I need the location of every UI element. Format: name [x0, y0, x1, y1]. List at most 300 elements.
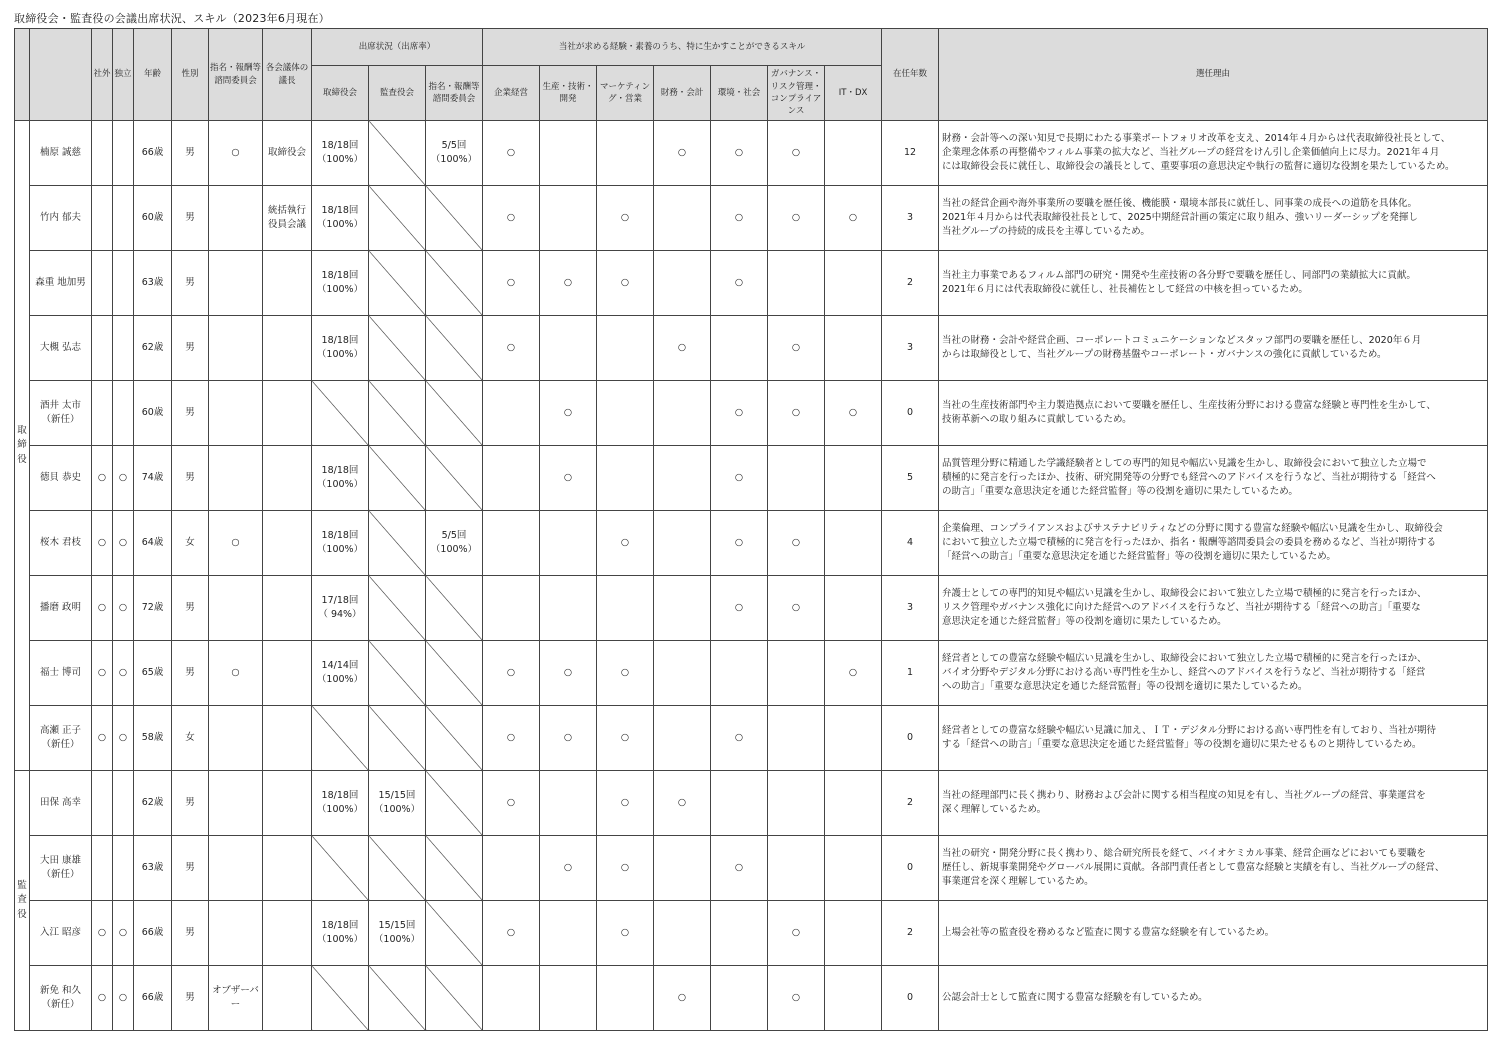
- skill-mark: ○: [540, 836, 597, 901]
- person-name: [30, 121, 92, 186]
- age-cell: 66歳: [134, 901, 172, 966]
- attendance-att-board: [312, 446, 369, 511]
- independent-mark: ○: [113, 576, 134, 641]
- independent-mark: [113, 836, 134, 901]
- reason-text: [939, 186, 1488, 251]
- reason-text-line: 技術革新への取り組みに貢献しているため。: [942, 414, 1132, 425]
- skill-mark: ○: [825, 186, 882, 251]
- independent-mark: [113, 381, 134, 446]
- person-name-text: 大田 康雄: [39, 854, 82, 866]
- reason-text-line: 当社の財務・会計や経営企画、コーポレートコミュニケーションなどスタッフ部門の要職を歴任し、2020年６月: [942, 334, 1422, 346]
- skill-mark: [768, 836, 825, 901]
- chair-cell: [263, 446, 312, 511]
- attendance-att-board-line: （100%）: [316, 284, 364, 295]
- skill-mark: ○: [768, 381, 825, 446]
- page-title: 取締役会・監査役の会議出席状況、スキル（2023年6月現在）: [14, 12, 330, 25]
- independent-mark: [113, 771, 134, 836]
- person-name-text: 桜木 君枝: [39, 536, 82, 548]
- table-row: [15, 511, 1488, 576]
- person-name-text: 酒井 太市: [39, 399, 82, 411]
- skill-mark: [711, 966, 768, 1031]
- skill-mark: ○: [483, 901, 540, 966]
- skill-mark: [483, 381, 540, 446]
- attendance-not-applicable: [426, 706, 483, 771]
- skill-mark: [597, 446, 654, 511]
- header-att-audit: 監査役会: [369, 66, 426, 121]
- skill-mark: [825, 511, 882, 576]
- attendance-att-board-line: （100%）: [316, 219, 364, 230]
- skill-mark: [540, 511, 597, 576]
- reason-text-line: リスク管理やガバナンス強化に向けた経営へのアドバイスを行うなど、当社が期待する「経営への助言」「重要な: [942, 601, 1421, 613]
- skill-mark: [597, 316, 654, 381]
- attendance-att-board-line: 18/18回: [321, 789, 359, 801]
- skill-mark: ○: [768, 511, 825, 576]
- skill-mark: ○: [540, 706, 597, 771]
- tenure-cell: 12: [882, 121, 939, 186]
- skill-mark: [825, 901, 882, 966]
- attendance-not-applicable: [426, 836, 483, 901]
- independent-mark: ○: [113, 641, 134, 706]
- independent-mark: [113, 251, 134, 316]
- skill-mark: [654, 381, 711, 446]
- person-name-text: 森重 地加男: [35, 276, 86, 288]
- reason-text-line: 2021年４月からは代表取締役社長として、2025中期経営計画の策定に取り組み、強いリーダーシップを発揮し: [942, 211, 1418, 223]
- reason-text: [939, 251, 1488, 316]
- chair-cell: [263, 706, 312, 771]
- nomination-cell: ○: [209, 641, 263, 706]
- chair-cell: [263, 186, 312, 251]
- reason-text-line: 事業運営を深く理解しているため。: [942, 876, 1094, 888]
- age-cell: 72歳: [134, 576, 172, 641]
- tenure-cell: 4: [882, 511, 939, 576]
- attendance-att-board: [312, 641, 369, 706]
- age-cell: 74歳: [134, 446, 172, 511]
- tenure-cell: 2: [882, 251, 939, 316]
- reason-text: [939, 706, 1488, 771]
- skill-mark: [540, 771, 597, 836]
- table-row: [15, 316, 1488, 381]
- nomination-cell: [209, 836, 263, 901]
- skill-mark: [540, 576, 597, 641]
- skill-mark: [597, 121, 654, 186]
- age-cell: 65歳: [134, 641, 172, 706]
- person-name-text: 播磨 政明: [39, 601, 82, 613]
- age-cell: 64歳: [134, 511, 172, 576]
- gender-cell: 女: [172, 511, 209, 576]
- person-name: [30, 251, 92, 316]
- reason-text: [939, 576, 1488, 641]
- skill-mark: ○: [768, 901, 825, 966]
- reason-text-line: 「経営への助言」「重要な意思決定を通じた経営監督」等の役割を適切に果たしているため。: [942, 551, 1336, 563]
- person-name-text: 新免 和久: [39, 984, 82, 996]
- header-skill-production: 生産・技術・開発: [540, 66, 597, 121]
- independent-mark: [113, 316, 134, 381]
- header-skill-finance: 財務・会計: [654, 66, 711, 121]
- age-cell: 58歳: [134, 706, 172, 771]
- attendance-not-applicable: [312, 706, 369, 771]
- attendance-att-audit: [369, 771, 426, 836]
- skill-mark: [597, 966, 654, 1031]
- reason-text-line: 企業理念体系の再整備やフィルム事業の拡大など、当社グループの経営をけん引し企業価値向上に尽力。2021年４月: [942, 146, 1440, 158]
- attendance-not-applicable: [426, 576, 483, 641]
- person-name-text: 高瀬 正子: [39, 724, 82, 736]
- table-row: [15, 771, 1488, 836]
- reason-text: [939, 836, 1488, 901]
- attendance-att-board-line: 14/14回: [321, 659, 359, 671]
- skill-mark: [654, 706, 711, 771]
- header-row-1: [15, 29, 1488, 66]
- attendance-att-audit-line: 15/15回: [378, 789, 416, 801]
- independent-mark: ○: [113, 901, 134, 966]
- gender-cell: 男: [172, 316, 209, 381]
- attendance-not-applicable: [369, 446, 426, 511]
- reason-text-line: において独立した立場で積極的に発言を行ったほか、指名・報酬等諮問委員会の委員を務めるなど、当社が期待する: [942, 536, 1437, 548]
- skill-mark: [540, 966, 597, 1031]
- reason-text-line: 財務・会計等への深い知見で長期にわたる事業ポートフォリオ改革を支え、2014年４月からは代表取締役社長として、: [942, 132, 1451, 144]
- skill-mark: [825, 446, 882, 511]
- reason-text-line: 積極的に発言を行ったほか、技術、研究開発等の分野でも経営へのアドバイスを行うなど、当社が期待する「経営へ: [942, 471, 1436, 483]
- independent-mark: [113, 121, 134, 186]
- reason-text: [939, 511, 1488, 576]
- header-gender: 性別: [172, 29, 209, 121]
- skill-mark: ○: [597, 771, 654, 836]
- attendance-att-nom-line: 5/5回: [441, 139, 467, 151]
- nomination-cell: [209, 316, 263, 381]
- nomination-cell: [209, 706, 263, 771]
- outside-mark: ○: [92, 641, 113, 706]
- skill-mark: ○: [483, 251, 540, 316]
- attendance-not-applicable: [426, 641, 483, 706]
- skill-mark: ○: [768, 316, 825, 381]
- skill-mark: [825, 251, 882, 316]
- attendance-att-board-line: （100%）: [316, 934, 364, 945]
- attendance-att-board-line: 18/18回: [321, 269, 359, 281]
- skill-mark: [825, 576, 882, 641]
- independent-mark: ○: [113, 446, 134, 511]
- reason-text: [939, 381, 1488, 446]
- outside-mark: [92, 836, 113, 901]
- age-cell: 62歳: [134, 316, 172, 381]
- table-body: [15, 121, 1488, 1031]
- skill-mark: [654, 901, 711, 966]
- skill-mark: [540, 121, 597, 186]
- skill-mark: ○: [483, 706, 540, 771]
- reason-text-line: 弁護士としての専門的知見や幅広い見識を生かし、取締役会において独立した立場で積極的に発言を行ったほか、: [942, 587, 1427, 599]
- person-name: [30, 511, 92, 576]
- header-age: 年齢: [134, 29, 172, 121]
- header-skill-marketing: マーケティング・営業: [597, 66, 654, 121]
- outside-mark: ○: [92, 966, 113, 1031]
- person-name-note: （新任）: [41, 999, 80, 1010]
- skill-mark: ○: [540, 446, 597, 511]
- attendance-att-board: [312, 771, 369, 836]
- independent-mark: ○: [113, 966, 134, 1031]
- skill-mark: [825, 121, 882, 186]
- skill-mark: ○: [711, 381, 768, 446]
- chair-cell: [263, 381, 312, 446]
- person-name: [30, 771, 92, 836]
- attendance-att-audit-line: （100%）: [373, 934, 421, 945]
- attendance-att-board-line: （100%）: [316, 479, 364, 490]
- person-name-text: 福士 博司: [39, 666, 82, 678]
- age-cell: 62歳: [134, 771, 172, 836]
- skill-mark: [768, 641, 825, 706]
- attendance-att-nom-line: （100%）: [430, 544, 478, 555]
- gender-cell: 男: [172, 641, 209, 706]
- gender-cell: 男: [172, 446, 209, 511]
- skill-mark: [654, 641, 711, 706]
- attendance-not-applicable: [426, 966, 483, 1031]
- person-name: [30, 381, 92, 446]
- reason-text: [939, 316, 1488, 381]
- skill-mark: ○: [825, 381, 882, 446]
- person-name: [30, 316, 92, 381]
- group-label-directors: 取締役: [15, 121, 30, 771]
- skill-mark: ○: [597, 706, 654, 771]
- outside-mark: ○: [92, 511, 113, 576]
- header-reason: 選任理由: [939, 29, 1488, 121]
- nomination-cell: [209, 251, 263, 316]
- attendance-not-applicable: [369, 121, 426, 186]
- attendance-att-board: [312, 316, 369, 381]
- reason-text-line: 企業倫理、コンプライアンスおよびサステナビリティなどの分野に関する豊富な経験や幅広い見識を生かし、取締役会: [942, 522, 1443, 534]
- outside-mark: [92, 771, 113, 836]
- attendance-att-board: [312, 251, 369, 316]
- attendance-att-board-line: （ 94%）: [318, 609, 362, 620]
- header-tenure: 在任年数: [882, 29, 939, 121]
- skill-mark: ○: [654, 771, 711, 836]
- skill-mark: [540, 186, 597, 251]
- table-row: [15, 641, 1488, 706]
- skill-mark: [654, 576, 711, 641]
- reason-text-line: 当社グループの持続的成長を主導しているため。: [942, 226, 1150, 238]
- tenure-cell: 2: [882, 901, 939, 966]
- person-name: [30, 966, 92, 1031]
- attendance-not-applicable: [369, 381, 426, 446]
- person-name-text: 大槻 弘志: [39, 341, 82, 353]
- skill-mark: [825, 836, 882, 901]
- header-att-board: 取締役会: [312, 66, 369, 121]
- independent-mark: ○: [113, 706, 134, 771]
- skill-mark: ○: [597, 251, 654, 316]
- skill-mark: [654, 251, 711, 316]
- skill-mark: ○: [711, 121, 768, 186]
- skill-mark: ○: [597, 511, 654, 576]
- reason-text-line: する「経営への助言」「重要な意思決定を通じた経営監督」等の役割を適切に果たせるものと期待しているため。: [942, 739, 1422, 750]
- attendance-att-board-line: 18/18回: [321, 334, 359, 346]
- skill-mark: [711, 901, 768, 966]
- gender-cell: 男: [172, 251, 209, 316]
- attendance-not-applicable: [426, 186, 483, 251]
- attendance-not-applicable: [369, 836, 426, 901]
- attendance-not-applicable: [369, 251, 426, 316]
- table-row: [15, 901, 1488, 966]
- header-skill-management: 企業経営: [483, 66, 540, 121]
- skill-mark: ○: [540, 641, 597, 706]
- header-skill-governance: ガバナンス・リスク管理・コンプライアンス: [768, 66, 825, 121]
- person-name: [30, 186, 92, 251]
- attendance-att-board-line: （100%）: [316, 804, 364, 815]
- chair-cell: [263, 251, 312, 316]
- gender-cell: 男: [172, 901, 209, 966]
- attendance-not-applicable: [369, 706, 426, 771]
- nomination-cell: [209, 446, 263, 511]
- skill-mark: [768, 446, 825, 511]
- header-skills-group: 当社が求める経験・素養のうち、特に生かすことができるスキル: [483, 29, 882, 66]
- skill-mark: ○: [654, 121, 711, 186]
- skill-mark: ○: [540, 381, 597, 446]
- attendance-not-applicable: [426, 901, 483, 966]
- person-name-text: 楠原 誠慈: [39, 146, 82, 158]
- person-name: [30, 836, 92, 901]
- attendance-att-nom-line: （100%）: [430, 154, 478, 165]
- header-skill-it-dx: IT・DX: [825, 66, 882, 121]
- independent-mark: [113, 186, 134, 251]
- reason-text-line: 品質管理分野に精通した学識経験者としての専門的知見や幅広い見識を生かし、取締役会において独立した立場で: [942, 457, 1427, 469]
- skill-mark: [597, 576, 654, 641]
- age-cell: 60歳: [134, 186, 172, 251]
- skill-mark: ○: [483, 316, 540, 381]
- table-row: [15, 706, 1488, 771]
- skill-mark: [825, 966, 882, 1031]
- chair-cell: [263, 836, 312, 901]
- reason-text-line: 当社の経営企画や海外事業所の要職を歴任後、機能膜・環境本部長に就任し、同事業の成長への道筋を具体化。: [942, 197, 1418, 209]
- attendance-att-audit: [369, 901, 426, 966]
- person-name-note: （新任）: [41, 414, 80, 425]
- chair-cell: [263, 771, 312, 836]
- gender-cell: 男: [172, 186, 209, 251]
- header-skill-environment: 環境・社会: [711, 66, 768, 121]
- tenure-cell: 0: [882, 966, 939, 1031]
- reason-text: [939, 771, 1488, 836]
- tenure-cell: 1: [882, 641, 939, 706]
- reason-text: [939, 121, 1488, 186]
- skill-mark: [825, 706, 882, 771]
- attendance-att-board: [312, 186, 369, 251]
- attendance-not-applicable: [426, 771, 483, 836]
- chair-cell: [263, 121, 312, 186]
- tenure-cell: 0: [882, 836, 939, 901]
- attendance-not-applicable: [369, 186, 426, 251]
- outside-mark: ○: [92, 446, 113, 511]
- skill-mark: [483, 511, 540, 576]
- nomination-cell: ○: [209, 511, 263, 576]
- skill-mark: ○: [540, 251, 597, 316]
- outside-mark: ○: [92, 706, 113, 771]
- table-row: [15, 121, 1488, 186]
- attendance-not-applicable: [426, 381, 483, 446]
- outside-mark: [92, 251, 113, 316]
- reason-text-line: 当社主力事業であるフィルム部門の研究・開発や生産技術の各分野で要職を歴任し、同部門の業績拡大に貢献。: [942, 269, 1416, 281]
- skill-mark: [540, 901, 597, 966]
- skill-mark: ○: [483, 186, 540, 251]
- header-chair: 各会議体の議長: [263, 29, 312, 121]
- skill-mark: [711, 316, 768, 381]
- reason-text-line: からは取締役として、当社グループの財務基盤やコーポレート・ガバナンスの強化に貢献しているため。: [942, 349, 1387, 360]
- table-row: [15, 966, 1488, 1031]
- skill-mark: ○: [654, 316, 711, 381]
- attendance-not-applicable: [369, 511, 426, 576]
- attendance-att-board-line: 18/18回: [321, 919, 359, 931]
- attendance-not-applicable: [426, 316, 483, 381]
- skill-mark: ○: [711, 576, 768, 641]
- tenure-cell: 3: [882, 316, 939, 381]
- chair-cell: [263, 316, 312, 381]
- independent-mark: ○: [113, 511, 134, 576]
- tenure-cell: 0: [882, 381, 939, 446]
- person-name: [30, 901, 92, 966]
- reason-text-line: 当社の研究・開発分野に長く携わり、総合研究所長を経て、バイオケミカル事業、経営企画などにおいても要職を: [942, 847, 1426, 859]
- skill-mark: ○: [483, 771, 540, 836]
- reason-text-line: 2021年６月には代表取締役に就任し、社長補佐として経営の中核を担っているため。: [942, 284, 1308, 295]
- person-name-text: 入江 昭彦: [39, 926, 82, 938]
- gender-cell: 男: [172, 121, 209, 186]
- reason-text-line: 経営者としての豊富な経験や幅広い見識を生かし、取締役会において独立した立場で積極的に発言を行ったほか、: [942, 652, 1427, 664]
- attendance-not-applicable: [369, 641, 426, 706]
- chair-cell: [263, 641, 312, 706]
- skill-mark: [654, 186, 711, 251]
- table-row: [15, 836, 1488, 901]
- attendance-att-nom: [426, 121, 483, 186]
- skill-mark: [483, 836, 540, 901]
- person-name: [30, 446, 92, 511]
- reason-text-line: 上場会社等の監査役を務めるなど監査に関する豊富な経験を有しているため。: [942, 926, 1275, 938]
- attendance-not-applicable: [312, 381, 369, 446]
- skill-mark: [711, 771, 768, 836]
- skill-mark: [654, 446, 711, 511]
- gender-cell: 女: [172, 706, 209, 771]
- skill-mark: ○: [768, 576, 825, 641]
- outside-mark: [92, 316, 113, 381]
- age-cell: 60歳: [134, 381, 172, 446]
- reason-text-line: 経営者としての豊富な経験や幅広い見識に加え、ＩＴ・デジタル分野における高い専門性を有しており、当社が期待: [942, 724, 1437, 736]
- skill-mark: ○: [711, 706, 768, 771]
- attendance-att-audit-line: （100%）: [373, 804, 421, 815]
- table-row: [15, 186, 1488, 251]
- reason-text-line: には取締役会長に就任し、取締役会の議長として、重要事項の意思決定や執行の監督に適切な役割を果たしているため。: [942, 161, 1455, 173]
- gender-cell: 男: [172, 836, 209, 901]
- skill-mark: ○: [711, 251, 768, 316]
- person-name-note: （新任）: [41, 739, 80, 750]
- attendance-not-applicable: [312, 966, 369, 1031]
- person-name-text: 德貝 恭史: [39, 471, 82, 483]
- tenure-cell: 2: [882, 771, 939, 836]
- header-att-nomination: 指名・報酬等諮問委員会: [426, 66, 483, 121]
- skill-mark: [768, 706, 825, 771]
- outside-mark: [92, 121, 113, 186]
- gender-cell: 男: [172, 966, 209, 1031]
- reason-text-line: への助言」「重要な意思決定を通じた経営監督」等の役割を適切に果たしているため。: [942, 681, 1308, 693]
- table-row: [15, 251, 1488, 316]
- attendance-not-applicable: [426, 446, 483, 511]
- skill-mark: [540, 316, 597, 381]
- nomination-cell: [209, 381, 263, 446]
- outside-mark: [92, 381, 113, 446]
- reason-text-line: 深く理解しているため。: [942, 804, 1047, 815]
- attendance-att-board: [312, 121, 369, 186]
- attendance-not-applicable: [426, 251, 483, 316]
- attendance-att-board-line: （100%）: [316, 674, 364, 685]
- table-row: [15, 381, 1488, 446]
- reason-text-line: の助言」「重要な意思決定を通じた経営監督」等の役割を適切に果たしているため。: [942, 486, 1298, 498]
- reason-text-line: 当社の経理部門に長く携わり、財務および会計に関する相当程度の知見を有し、当社グループの経営、事業運営を: [942, 789, 1426, 801]
- age-cell: 66歳: [134, 121, 172, 186]
- attendance-att-nom: [426, 511, 483, 576]
- reason-text: [939, 901, 1488, 966]
- reason-text: [939, 641, 1488, 706]
- outside-mark: [92, 186, 113, 251]
- chair-cell: [263, 511, 312, 576]
